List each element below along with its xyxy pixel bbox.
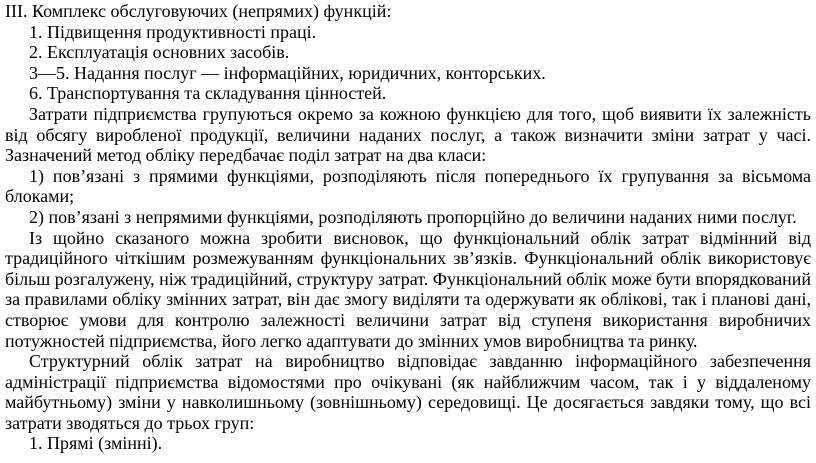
paragraph-grouping: Затрати підприємства групуються окремо за кожною функцією для того, щоб виявити їх залежність від обсягу виробленої продукції, величини наданих послуг, а також визначити зміни затрат у часі. Зазначений метод обліку передбачає поділ затрат на два класи: (5, 103, 811, 166)
function-item-6: 6. Транспортування та складування цінностей. (29, 83, 387, 104)
paragraph-conclusion: Із щойно сказаного можна зробити висновок, що функціональний облік затрат відмінний від традиційного чіткішим розмежуванням функціональних зв’язків. Функціональний облік використовує більш розгалужену, ніж традиційний, структуру затрат. Функціональний облік може бути впорядкований за правилами обліку змінних затрат, він дає змогу виділяти та одержувати як облікові, так і планові дані, створює умови для контролю залежності величини затрат від ступеня використання виробничих потужностей підприємства, його легко адаптувати до змінних умов виробництва та ринку. (5, 227, 811, 351)
function-item-2: 2. Експлуатація основних засобів. (29, 42, 290, 63)
cost-class-1: 1) пов’язані з прямими функціями, розподіляють після попереднього їх групування за вісьмома блоками; (5, 165, 811, 207)
function-item-3-5: 3—5. Надання послуг — інформаційних, юридичних, конторських. (29, 62, 546, 83)
section-title: III. Комплекс обслуговуючих (непрямих) функцій: (5, 1, 392, 21)
cost-group-1: 1. Прямі (змінні). (29, 433, 163, 454)
paragraph-structural-accounting: Структурний облік затрат на виробництво відповідає завданню інформаційного забезпечення адміністрації підприємства відомостями про очікувані (як найближчим часом, так і у віддаленому майбутньому) зміни у навколишньому (зовнішньому) середовищі. Це досягається завдяки тому, що всі затрати зводяться до трьох груп: (5, 351, 811, 433)
function-item-1: 1. Підвищення продуктивності праці. (29, 21, 317, 42)
cost-class-2: 2) пов’язані з непрямими функціями, розподіляють пропорційно до величини наданих ними послуг. (29, 206, 797, 227)
document-page (5, 1, 811, 454)
